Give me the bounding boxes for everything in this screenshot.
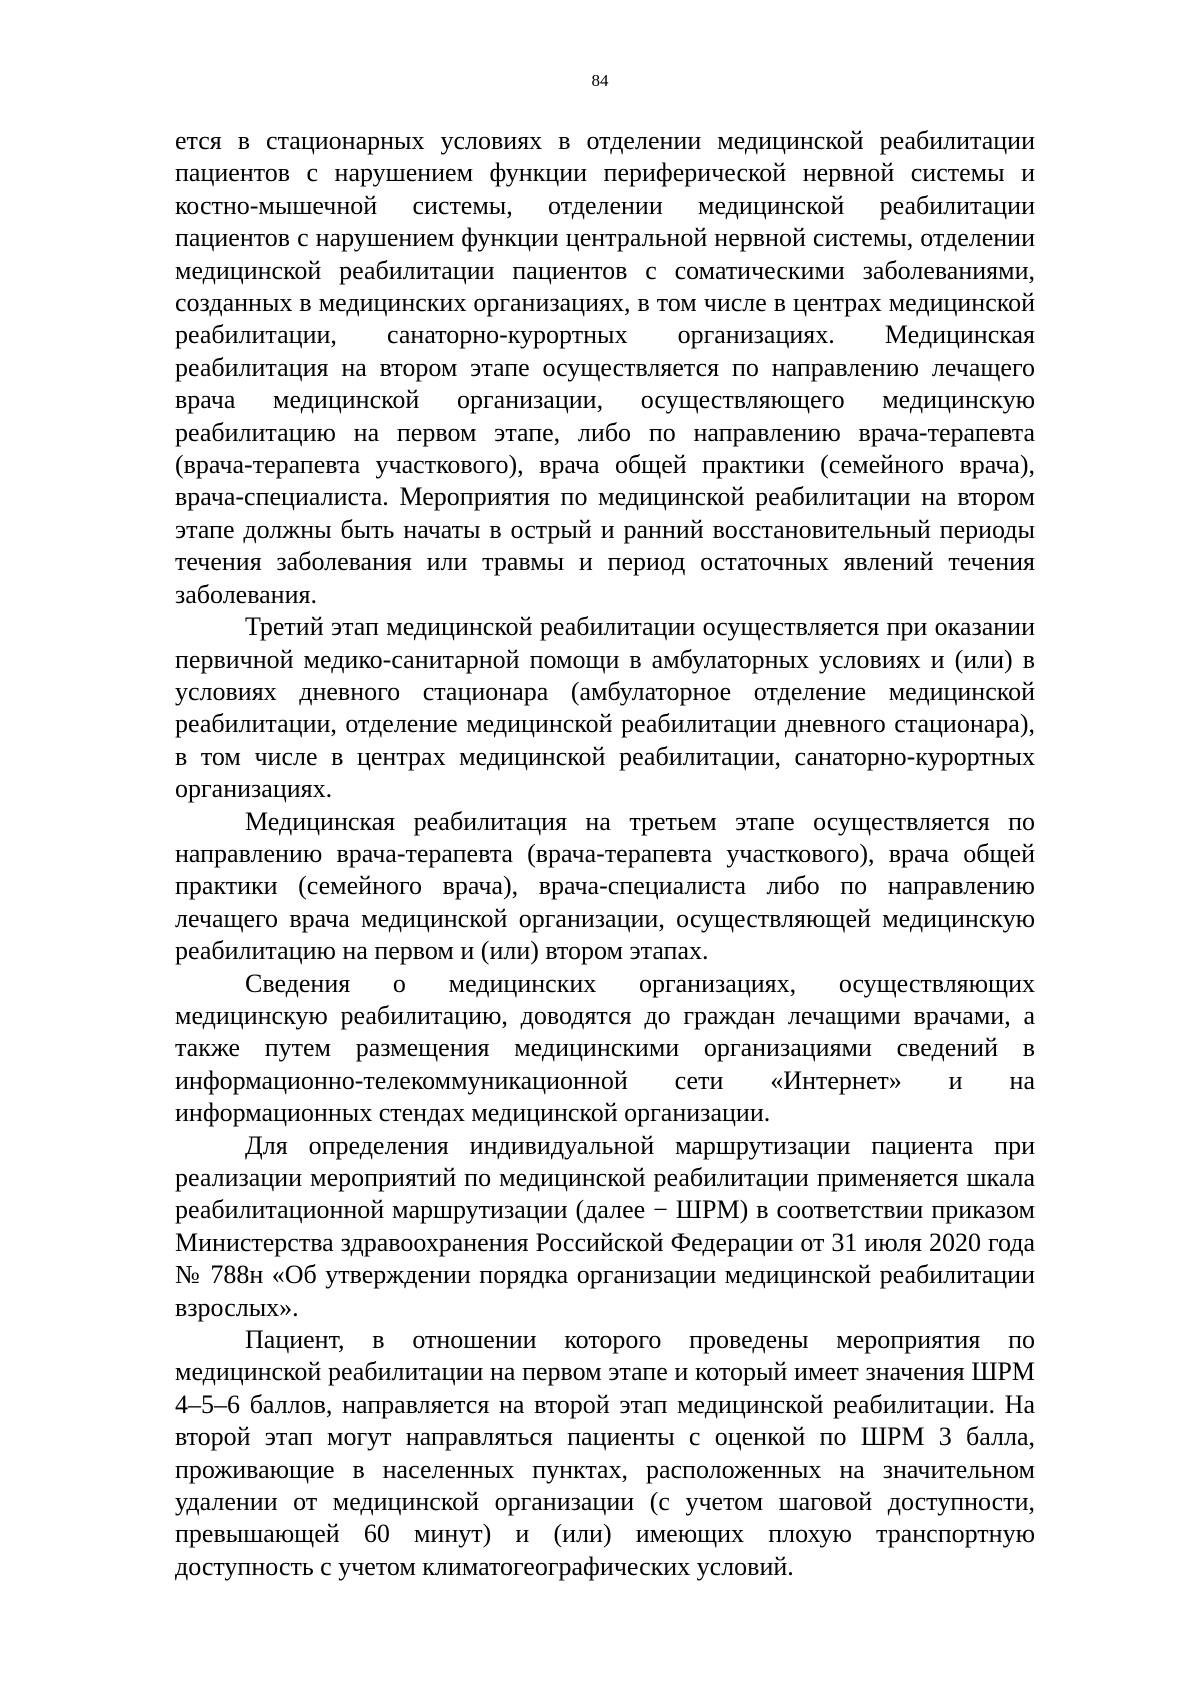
paragraph-organization-info: Сведения о медицинских организациях, осуществляющих медицинскую реабилитацию, доводятся до граждан лечащими врачами, а также путем размещения медицинскими организациями сведений в информационно-телекоммуникационной сети «Интернет» и на информационных стендах медицинской организации. [175,968,1035,1128]
paragraph-patient-referral: Пациент, в отношении которого проведены мероприятия по медицинской реабилитации на первом этапе и который имеет значения ШРМ 4–5–6 баллов, направляется на второй этап медицинской реабилитации. На второй этап могут направляться пациенты с оценкой по ШРМ 3 балла, проживающие в населенных пунктах, расположенных на значительном удалении от медицинской организации (с учетом шаговой доступности, превышающей 60 минут) и (или) имеющих плохую транспортную доступность с учетом климатогеографических условий. [175,1325,1035,1581]
document-body [175,125,1035,1583]
page-number: 84 [591,71,609,90]
paragraph-continuation: ется в стационарных условиях в отделении медицинской реабилитации пациентов с нарушением функции периферической нервной системы и костно-мышечной системы, отделении медицинской реабилитации пациентов с нарушением функции центральной нервной системы, отделении медицинской реабилитации пациентов с соматическими заболеваниями, созданных в медицинских организациях, в том числе в центрах медицинской реабилитации, санаторно-курортных организациях. Медицинская реабилитация на втором этапе осуществляется по направлению лечащего врача медицинской организации, осуществляющего медицинскую реабилитацию на первом этапе, либо по направлению врача-терапевта (врача-терапевта участкового), врача общей практики (семейного врача), врача-специалиста. Мероприятия по медицинской реабилитации на втором этапе должны быть начаты в острый и ранний восстановительный периоды течения заболевания или травмы и период остаточных явлений течения заболевания. [175,126,1035,609]
paragraph-third-stage: Третий этап медицинской реабилитации осуществляется при оказании первичной медико-санитарной помощи в амбулаторных условиях и (или) в условиях дневного стационара (амбулаторное отделение медицинской реабилитации, отделение медицинской реабилитации дневного стационара), в том числе в центрах медицинской реабилитации, санаторно-курортных организациях. [175,612,1035,804]
paragraph-routing-scale: Для определения индивидуальной маршрутизации пациента при реализации мероприятий по медицинской реабилитации применяется шкала реабилитационной маршрутизации (далее − ШРМ) в соответствии приказом Министерства здравоохранения Российской Федерации от 31 июля 2020 года № 788н «Об утверждении порядка организации медицинской реабилитации взрослых». [175,1130,1035,1322]
paragraph-third-stage-referral: Медицинская реабилитация на третьем этапе осуществляется по направлению врача-терапевта (врача-терапевта участкового), врача общей практики (семейного врача), врача-специалиста либо по направлению лечащего врача медицинской организации, осуществляющей медицинскую реабилитацию на первом и (или) втором этапах. [175,806,1035,966]
